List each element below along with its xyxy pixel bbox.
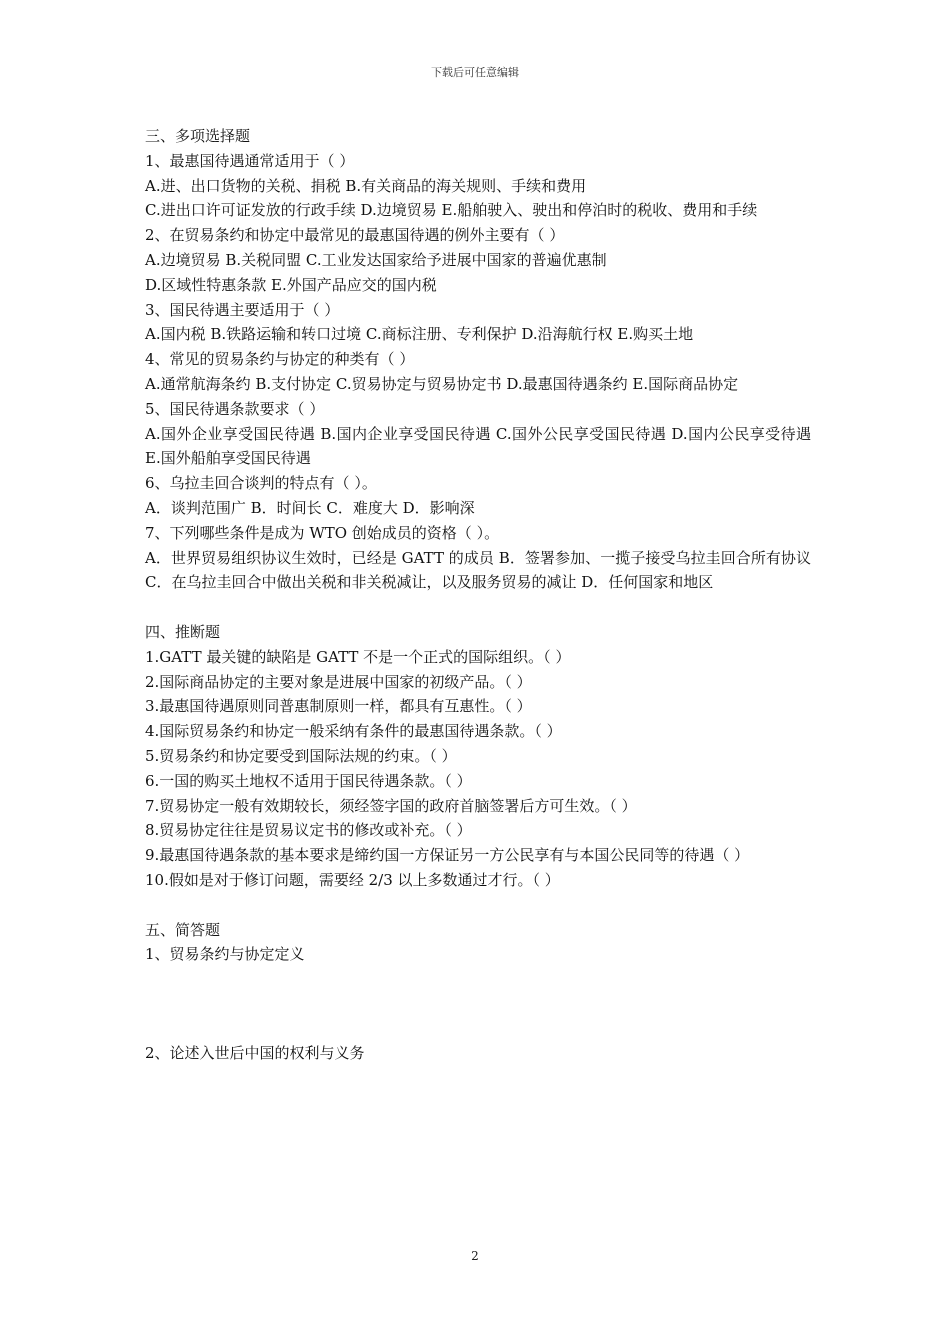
question-options: A.边境贸易 B.关税同盟 C.工业发达国家给予进展中国家的普遍优惠制 xyxy=(145,250,607,269)
question-options: D.区域性特惠条款 E.外国产品应交的国内税 xyxy=(145,275,437,294)
judgment-item: 9.最惠国待遇条款的基本要求是缔约国一方保证另一方公民享有与本国公民同等的待遇（ ） xyxy=(145,846,750,865)
judgment-item: 2.国际商品协定的主要对象是进展中国家的初级产品。（ ） xyxy=(145,672,532,691)
question-options: A．谈判范围广 B．时间长 C．难度大 D．影响深 xyxy=(145,498,475,517)
question-options: A.进、出口货物的关税、捐税 B.有关商品的海关规则、手续和费用 xyxy=(145,176,587,195)
section-title-multiple-choice: 三、多项选择题 xyxy=(145,127,251,145)
judgment-item: 4.国际贸易条约和协定一般采纳有条件的最惠国待遇条款。（ ） xyxy=(145,722,562,741)
section-title-short-answer: 五、简答题 xyxy=(145,920,221,939)
judgment-item: 3.最惠国待遇原则同普惠制原则一样，都具有互惠性。（ ） xyxy=(145,697,532,716)
page-number: 2 xyxy=(471,1249,479,1263)
question-stem: 6、乌拉圭回合谈判的特点有（ ）。 xyxy=(145,474,377,493)
judgment-item: 5.贸易条约和协定要受到国际法规的约束。（ ） xyxy=(145,746,457,765)
judgment-item: 10.假如是对于修订问题，需要经 2/3 以上多数通过才行。（ ） xyxy=(145,870,560,889)
document-body xyxy=(145,124,811,1066)
question-stem: 7、下列哪些条件是成为 WTO 创始成员的资格（ ）。 xyxy=(145,523,500,542)
question-options: A.通常航海条约 B.支付协定 C.贸易协定与贸易协定书 D.最惠国待遇条约 E.国际商品协定 xyxy=(145,374,739,393)
short-answer-question: 1、贸易条约与协定定义 xyxy=(145,945,305,964)
section-title-true-false: 四、推断题 xyxy=(145,622,221,641)
spacer xyxy=(145,893,811,918)
judgment-item: 6.一国的购买土地权不适用于国民待遇条款。（ ） xyxy=(145,771,472,790)
question-options: C.进出口许可证发放的行政手续 D.边境贸易 E.船舶驶入、驶出和停泊时的税收、费用和手续 xyxy=(145,201,758,220)
short-answer-question: 2、论述入世后中国的权利与义务 xyxy=(145,1044,365,1063)
question-stem: 5、国民待遇条款要求（ ） xyxy=(145,399,325,418)
judgment-item: 8.贸易协定往往是贸易议定书的修改或补充。（ ） xyxy=(145,821,472,840)
page-header-note: 下载后可任意编辑 xyxy=(431,66,519,79)
question-stem: 4、常见的贸易条约与协定的种类有（ ） xyxy=(145,350,415,369)
question-stem: 2、在贸易条约和协定中最常见的最惠国待遇的例外主要有（ ） xyxy=(145,226,565,245)
question-stem: 3、国民待遇主要适用于（ ） xyxy=(145,300,340,319)
question-options: A．世界贸易组织协议生效时，已经是 GATT 的成员 B．签署参加、一揽子接受乌拉圭回合所有协议 C．在乌拉圭回合中做出关税和非关税减让，以及服务贸易的减让 D．任何国家和地区 xyxy=(145,548,811,592)
question-stem: 1、最惠国待遇通常适用于（ ） xyxy=(145,151,355,170)
answer-space xyxy=(145,967,811,1041)
spacer xyxy=(145,595,811,620)
question-options: A.国内税 B.铁路运输和转口过境 C.商标注册、专利保护 D.沿海航行权 E.购买土地 xyxy=(145,325,694,344)
judgment-item: 1.GATT 最关键的缺陷是 GATT 不是一个正式的国际组织。（ ） xyxy=(145,647,571,666)
judgment-item: 7.贸易协定一般有效期较长，须经签字国的政府首脑签署后方可生效。（ ） xyxy=(145,796,637,815)
question-options: A.国外企业享受国民待遇 B.国内企业享受国民待遇 C.国外公民享受国民待遇 D.国内公民享受待遇 E.国外船舶享受国民待遇 xyxy=(145,424,811,468)
